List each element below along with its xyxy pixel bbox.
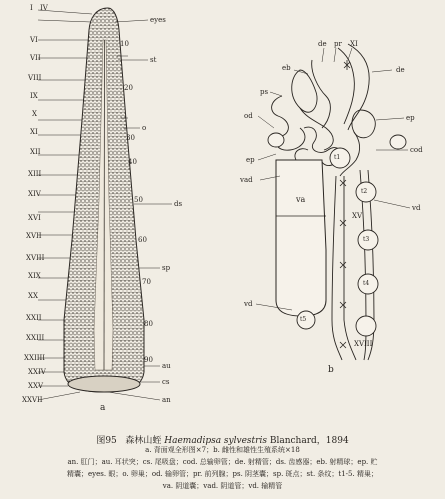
seg-label: IX xyxy=(30,92,38,100)
label-t2: t2 xyxy=(361,188,368,195)
label-va: va xyxy=(296,195,306,204)
label-vd-right: vd xyxy=(412,204,421,212)
label-vad: vad xyxy=(240,176,253,184)
label-cod: cod xyxy=(410,146,423,154)
figure-a-letter: a xyxy=(100,403,106,413)
seg-label: XXV xyxy=(28,382,44,390)
seg-label: XXIII xyxy=(26,334,45,342)
label-ps: ps xyxy=(260,88,269,96)
seg-label: XIII xyxy=(28,170,42,178)
label-an: an xyxy=(162,396,171,404)
label-de-top: de xyxy=(318,40,327,48)
annulus-number: 30 xyxy=(126,134,135,142)
seg-label: XVI xyxy=(28,214,41,222)
label-eyes: eyes xyxy=(150,16,166,24)
annulus-number: 50 xyxy=(134,196,143,204)
label-au: au xyxy=(162,362,171,370)
label-t1: t1 xyxy=(334,154,341,161)
seg-label: XXII xyxy=(26,314,42,322)
seg-label: VI xyxy=(30,36,38,44)
seg-label: XXIIII xyxy=(24,354,46,362)
annulus-number: 40 xyxy=(128,158,137,166)
seg-label: VIII xyxy=(28,74,42,82)
label-od: od xyxy=(244,112,253,120)
caption-line-1: a. 背面观全形图×7；b. 雌性和雄性生殖系统×18 xyxy=(145,446,300,454)
annulus-number: 70 xyxy=(142,278,151,286)
label-ep-left: ep xyxy=(246,156,255,164)
seg-label: XX xyxy=(28,292,38,300)
caption-title-cn: 森林山蛭 xyxy=(125,436,162,446)
seg-label: XI xyxy=(30,128,38,136)
label-eb: eb xyxy=(282,64,291,72)
caption-fig-no: 图95 xyxy=(96,436,117,446)
seg-label: XIV xyxy=(28,190,41,198)
annulus-number: 80 xyxy=(144,320,153,328)
label-sp: sp xyxy=(162,264,171,272)
seg-label: XVII xyxy=(26,232,42,240)
annulus-number: 60 xyxy=(138,236,147,244)
seg-label: VII xyxy=(30,54,41,62)
caption-species: Haemadipsa sylvestris xyxy=(164,436,267,446)
seg-label: XXIV xyxy=(28,368,46,376)
seg-label: X xyxy=(32,110,37,118)
annulus-number: 10 xyxy=(120,40,129,48)
label-XVIII: XVIII xyxy=(354,340,373,348)
seg-label: IV xyxy=(40,4,48,12)
label-de-right: de xyxy=(396,66,405,74)
vagina-sac xyxy=(276,160,326,316)
seg-label: XXVII xyxy=(22,396,43,404)
label-o: o xyxy=(142,124,147,132)
figure-b-letter: b xyxy=(328,365,334,375)
seg-label: XVIII xyxy=(26,254,45,262)
caption-line-3: 精囊；eyes. 眼；o. 卵巢；od. 输卵管；pr. 前列腺；ps. 阴茎囊；sp. 斑点；st. 条纹；t1-5. 精巢； xyxy=(67,470,378,478)
label-cs: cs xyxy=(162,378,170,386)
label-t5: t5 xyxy=(300,316,307,323)
label-XV: XV xyxy=(352,212,363,220)
seg-label: I xyxy=(30,4,33,12)
seg-label: XIX xyxy=(28,272,41,280)
annulus-number: 20 xyxy=(124,84,133,92)
caption-author-year: Blanchard，1894 xyxy=(269,436,349,446)
label-XI: XI xyxy=(350,40,358,48)
seg-label: XII xyxy=(30,148,41,156)
label-t3: t3 xyxy=(363,236,370,243)
label-ds: ds xyxy=(174,200,183,208)
label-st: st xyxy=(150,56,157,64)
label-vd-left: vd xyxy=(244,300,253,308)
caption-title xyxy=(0,433,445,446)
label-pr: pr xyxy=(334,40,342,48)
caption-line-4: va. 阴道囊；vad. 阴道管；vd. 输精管 xyxy=(162,482,283,490)
label-ep-right: ep xyxy=(406,114,415,122)
label-t4: t4 xyxy=(363,280,370,287)
annulus-number: 90 xyxy=(144,356,153,364)
caption-line-2: an. 肛门；au. 耳状突；cs. 尾吸盘；cod. 总输卵管；de. 射精管；ds. 齿感器；eb. 射精球；ep. 贮 xyxy=(67,458,378,466)
